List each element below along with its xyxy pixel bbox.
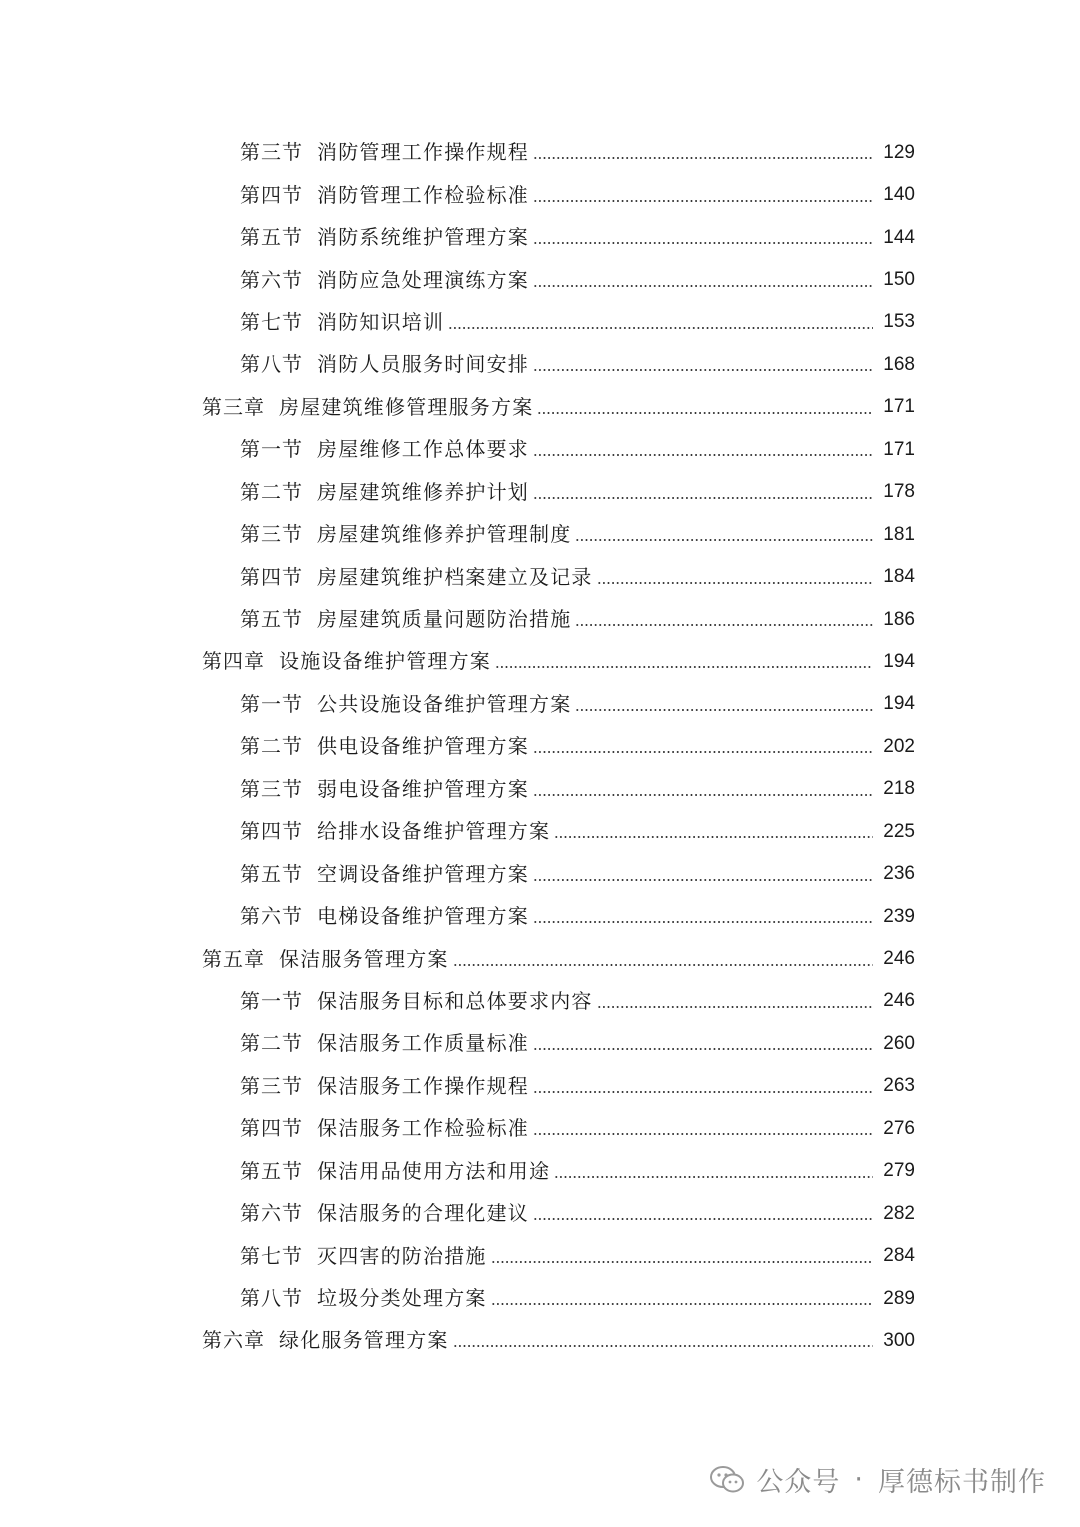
toc-section-entry [0,1234,1080,1276]
toc-entry-label [240,479,529,504]
toc-section-entry [0,598,1080,640]
toc-entry-title: 设施设备维护管理方案 [279,649,491,674]
toc-entry-title: 房屋建筑维修管理服务方案 [279,394,534,419]
toc-entry-title: 房屋建筑质量问题防治措施 [317,607,572,632]
toc-dot-leader [453,964,873,966]
watermark-prefix: 公众号 [756,1467,841,1498]
toc-section-entry [0,428,1080,470]
toc-dot-leader [533,794,873,796]
toc-entry-label [240,1158,551,1183]
toc-dot-leader [575,539,873,541]
toc-entry-number: 第四节 [240,1116,303,1141]
toc-page-number: 171 [883,396,915,418]
toc-entry-title: 消防应急处理演练方案 [317,267,529,292]
toc-dot-leader [453,1345,873,1347]
toc-dot-leader [533,157,873,159]
toc-entry-title: 保洁服务工作质量标准 [317,1031,529,1056]
toc-section-entry [0,852,1080,894]
toc-page-number: 276 [883,1117,915,1139]
toc-entry-label [202,649,491,674]
toc-entry-title: 保洁服务的合理化建议 [317,1201,529,1226]
toc-entry-label [240,352,529,377]
toc-entry-title: 空调设备维护管理方案 [317,861,529,886]
toc-entry-label [240,734,529,759]
toc-page-number: 194 [883,650,915,672]
toc-dot-leader [533,285,873,287]
toc-entry-title: 灭四害的防治措施 [317,1243,487,1268]
toc-section-entry [0,555,1080,597]
toc-entry-title: 消防系统维护管理方案 [317,225,529,250]
toc-entry-title: 绿化服务管理方案 [279,1328,449,1353]
toc-entry-label [240,182,529,207]
toc-entry-title: 垃圾分类处理方案 [317,1286,487,1311]
toc-page-number: 140 [883,184,915,206]
toc-entry-number: 第四章 [202,649,265,674]
toc-entry-number: 第四节 [240,564,303,589]
toc-entry-number: 第七节 [240,309,303,334]
toc-page-number: 186 [883,608,915,630]
toc-entry-title: 保洁服务工作检验标准 [317,1116,529,1141]
toc-entry-label [240,140,529,165]
toc-entry-label [240,437,529,462]
toc-entry-number: 第三章 [202,394,265,419]
table-of-contents [0,131,1080,1362]
toc-entry-title: 房屋建筑维修养护管理制度 [317,522,572,547]
toc-dot-leader [533,497,873,499]
toc-dot-leader [533,200,873,202]
toc-entry-title: 保洁服务目标和总体要求内容 [317,988,593,1013]
toc-entry-label [240,988,593,1013]
toc-page-number: 194 [883,693,915,715]
toc-page-number: 246 [883,948,915,970]
toc-entry-number: 第二节 [240,1031,303,1056]
toc-page-number: 236 [883,863,915,885]
toc-dot-leader [533,921,873,923]
toc-entry-number: 第五节 [240,861,303,886]
toc-dot-leader [537,412,873,414]
toc-section-entry [0,1192,1080,1234]
toc-page-number: 282 [883,1202,915,1224]
toc-chapter-entry [0,937,1080,979]
toc-dot-leader [491,1303,873,1305]
toc-entry-number: 第一节 [240,988,303,1013]
toc-dot-leader [597,582,873,584]
toc-entry-label [240,564,593,589]
toc-entry-label [240,1201,529,1226]
toc-entry-label [240,1286,487,1311]
toc-dot-leader [533,454,873,456]
watermark-name: 厚德标书制作 [878,1467,1046,1498]
toc-entry-number: 第三节 [240,776,303,801]
toc-entry-number: 第七节 [240,1243,303,1268]
toc-page-number: 260 [883,1032,915,1054]
toc-entry-number: 第五节 [240,1158,303,1183]
toc-entry-number: 第五章 [202,946,265,971]
wechat-icon [710,1466,744,1494]
toc-entry-label [240,861,529,886]
toc-chapter-entry [0,1319,1080,1361]
toc-chapter-entry [0,386,1080,428]
toc-page-number: 168 [883,353,915,375]
toc-page-number: 300 [883,1329,915,1351]
toc-section-entry [0,810,1080,852]
toc-dot-leader [533,1133,873,1135]
toc-section-entry [0,173,1080,215]
watermark [710,1460,1046,1499]
toc-entry-label [240,691,572,716]
toc-entry-label [240,1116,529,1141]
toc-page-number: 129 [883,141,915,163]
toc-section-entry [0,683,1080,725]
watermark-separator: · [854,1464,864,1495]
toc-chapter-entry [0,640,1080,682]
toc-entry-number: 第一节 [240,437,303,462]
toc-entry-number: 第二节 [240,734,303,759]
toc-entry-number: 第五节 [240,607,303,632]
toc-page-number: 225 [883,820,915,842]
toc-dot-leader [448,327,873,329]
toc-page-number: 184 [883,566,915,588]
toc-entry-number: 第二节 [240,479,303,504]
toc-entry-label [240,522,572,547]
toc-entry-title: 房屋建筑维修养护计划 [317,479,529,504]
toc-entry-title: 供电设备维护管理方案 [317,734,529,759]
toc-dot-leader [575,624,873,626]
toc-entry-label [202,946,449,971]
toc-entry-number: 第八节 [240,1286,303,1311]
toc-entry-label [240,1031,529,1056]
toc-entry-number: 第三节 [240,140,303,165]
toc-entry-label [240,607,572,632]
toc-entry-number: 第六节 [240,267,303,292]
toc-entry-title: 消防人员服务时间安排 [317,352,529,377]
toc-section-entry [0,301,1080,343]
toc-entry-number: 第八节 [240,352,303,377]
toc-section-entry [0,895,1080,937]
toc-section-entry [0,258,1080,300]
toc-entry-number: 第三节 [240,1073,303,1098]
toc-page-number: 218 [883,778,915,800]
toc-section-entry [0,1150,1080,1192]
toc-entry-label [202,1328,449,1353]
toc-dot-leader [554,836,873,838]
toc-page-number: 279 [883,1160,915,1182]
toc-section-entry [0,725,1080,767]
toc-entry-number: 第四节 [240,182,303,207]
toc-entry-label [240,225,529,250]
toc-dot-leader [533,242,873,244]
toc-entry-title: 弱电设备维护管理方案 [317,776,529,801]
toc-section-entry [0,1022,1080,1064]
toc-dot-leader [533,1091,873,1093]
toc-section-entry [0,513,1080,555]
toc-section-entry [0,343,1080,385]
toc-entry-label [240,776,529,801]
toc-section-entry [0,1107,1080,1149]
toc-dot-leader [533,369,873,371]
toc-entry-number: 第六节 [240,904,303,929]
toc-dot-leader [575,709,873,711]
toc-dot-leader [495,666,873,668]
toc-dot-leader [554,1176,873,1178]
toc-entry-title: 房屋维修工作总体要求 [317,437,529,462]
toc-dot-leader [533,879,873,881]
toc-entry-title: 消防管理工作操作规程 [317,140,529,165]
toc-page-number: 150 [883,269,915,291]
toc-section-entry [0,768,1080,810]
toc-dot-leader [491,1261,873,1263]
toc-entry-title: 保洁服务管理方案 [279,946,449,971]
toc-dot-leader [533,1218,873,1220]
toc-page-number: 181 [883,523,915,545]
toc-entry-title: 电梯设备维护管理方案 [317,904,529,929]
toc-entry-label [240,1243,487,1268]
toc-page-number: 289 [883,1287,915,1309]
toc-section-entry [0,216,1080,258]
toc-page-number: 153 [883,311,915,333]
toc-page-number: 263 [883,1075,915,1097]
toc-entry-label [240,1073,529,1098]
toc-entry-title: 给排水设备维护管理方案 [317,819,551,844]
toc-entry-number: 第六章 [202,1328,265,1353]
toc-entry-title: 消防管理工作检验标准 [317,182,529,207]
toc-entry-label [240,267,529,292]
toc-dot-leader [533,1048,873,1050]
toc-entry-title: 保洁服务工作操作规程 [317,1073,529,1098]
toc-entry-title: 房屋建筑维护档案建立及记录 [317,564,593,589]
toc-page-number: 144 [883,226,915,248]
toc-entry-label [240,309,445,334]
toc-section-entry [0,471,1080,513]
toc-entry-label [202,394,534,419]
toc-page-number: 202 [883,735,915,757]
toc-page-number: 239 [883,905,915,927]
toc-section-entry [0,1277,1080,1319]
toc-entry-number: 第四节 [240,819,303,844]
toc-page-number: 284 [883,1245,915,1267]
toc-entry-title: 消防知识培训 [317,309,445,334]
toc-page-number: 246 [883,990,915,1012]
toc-entry-label [240,819,551,844]
toc-section-entry [0,1065,1080,1107]
toc-section-entry [0,131,1080,173]
toc-entry-number: 第六节 [240,1201,303,1226]
toc-page-number: 178 [883,481,915,503]
toc-entry-title: 公共设施设备维护管理方案 [317,691,572,716]
toc-entry-number: 第三节 [240,522,303,547]
toc-entry-number: 第一节 [240,691,303,716]
toc-entry-number: 第五节 [240,225,303,250]
toc-entry-title: 保洁用品使用方法和用途 [317,1158,551,1183]
toc-page-number: 171 [883,438,915,460]
toc-dot-leader [597,1006,873,1008]
toc-dot-leader [533,751,873,753]
toc-section-entry [0,980,1080,1022]
toc-entry-label [240,904,529,929]
